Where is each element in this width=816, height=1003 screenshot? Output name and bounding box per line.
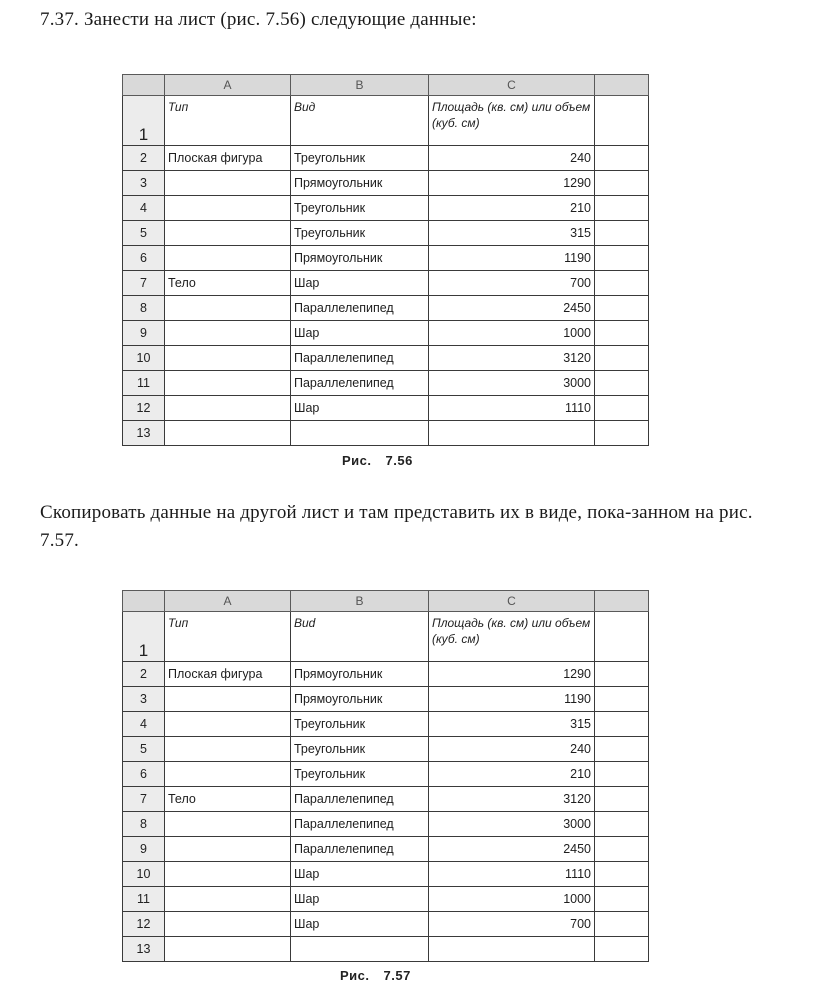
empty-cell (595, 862, 649, 887)
cell-type: Тело (165, 787, 291, 812)
caption-number: 7.57 (383, 968, 411, 983)
row-number: 4 (123, 196, 165, 221)
row-number: 2 (123, 662, 165, 687)
empty-cell (595, 837, 649, 862)
cell-type (165, 346, 291, 371)
cell-kind: Прямоугольник (291, 687, 429, 712)
column-header-a: A (165, 591, 291, 612)
instruction-text: Скопировать данные на другой лист и там представить их в виде, пока-занном на рис. 7.57. (40, 502, 753, 551)
table-row (123, 787, 649, 812)
corner-cell (123, 591, 165, 612)
cell-value: 3120 (429, 346, 595, 371)
table-row (123, 396, 649, 421)
cell-value: 315 (429, 712, 595, 737)
figure-caption-7-57 (340, 968, 411, 983)
cell-kind: Шар (291, 321, 429, 346)
empty-cell (595, 321, 649, 346)
row-number: 10 (123, 346, 165, 371)
empty-cell (595, 812, 649, 837)
table-row (123, 687, 649, 712)
header-row (123, 96, 649, 146)
cell-type (165, 912, 291, 937)
cell-kind: Параллелепипед (291, 812, 429, 837)
caption-prefix: Рис. (340, 968, 370, 983)
cell-value: 3000 (429, 371, 595, 396)
table-row (123, 887, 649, 912)
cell-type (165, 396, 291, 421)
cell-kind: Шар (291, 862, 429, 887)
spreadsheet-figure-7-56 (122, 74, 649, 446)
cell-type (165, 862, 291, 887)
cell-kind: Прямоугольник (291, 246, 429, 271)
cell-type (165, 371, 291, 396)
cell-kind (291, 937, 429, 962)
row-number: 10 (123, 862, 165, 887)
table-row (123, 912, 649, 937)
cell-kind: Параллелепипед (291, 837, 429, 862)
table-row (123, 371, 649, 396)
caption-number: 7.56 (385, 453, 413, 468)
row-number: 11 (123, 371, 165, 396)
column-header-d (595, 591, 649, 612)
cell-value: 240 (429, 737, 595, 762)
column-header-b: B (291, 591, 429, 612)
cell-kind: Треугольник (291, 712, 429, 737)
cell-type: Плоская фигура (165, 146, 291, 171)
row-number: 8 (123, 296, 165, 321)
column-header-row (123, 75, 649, 96)
row-number: 7 (123, 271, 165, 296)
empty-cell (595, 687, 649, 712)
empty-cell (595, 396, 649, 421)
cell-type (165, 687, 291, 712)
table-row (123, 271, 649, 296)
cell-type (165, 837, 291, 862)
cell-type (165, 171, 291, 196)
cell-type (165, 321, 291, 346)
empty-cell (595, 346, 649, 371)
cell-kind: Треугольник (291, 762, 429, 787)
cell-kind: Шар (291, 887, 429, 912)
table-row (123, 196, 649, 221)
cell-kind: Прямоугольник (291, 662, 429, 687)
empty-cell (595, 296, 649, 321)
empty-cell (595, 96, 649, 146)
row-number: 12 (123, 912, 165, 937)
cell-value: 1110 (429, 862, 595, 887)
header-type: Тип (165, 612, 291, 662)
cell-kind: Треугольник (291, 146, 429, 171)
cell-value: 315 (429, 221, 595, 246)
empty-cell (595, 612, 649, 662)
cell-type (165, 712, 291, 737)
cell-kind: Шар (291, 271, 429, 296)
row-number: 3 (123, 687, 165, 712)
cell-value: 1110 (429, 396, 595, 421)
cell-value: 700 (429, 271, 595, 296)
row-number: 8 (123, 812, 165, 837)
empty-cell (595, 196, 649, 221)
table-row (123, 812, 649, 837)
cell-value: 1290 (429, 662, 595, 687)
table-row (123, 171, 649, 196)
header-area-volume: Площадь (кв. см) или объем (куб. см) (429, 612, 595, 662)
cell-kind: Параллелепипед (291, 787, 429, 812)
table-row (123, 346, 649, 371)
cell-type (165, 737, 291, 762)
empty-cell (595, 271, 649, 296)
header-kind: Bud (291, 612, 429, 662)
column-header-row (123, 591, 649, 612)
cell-type (165, 887, 291, 912)
empty-cell (595, 787, 649, 812)
cell-value (429, 421, 595, 446)
column-header-b: B (291, 75, 429, 96)
empty-cell (595, 221, 649, 246)
row-number: 6 (123, 246, 165, 271)
empty-cell (595, 662, 649, 687)
row-number: 4 (123, 712, 165, 737)
empty-cell (595, 762, 649, 787)
row-number: 1 (123, 612, 165, 662)
cell-value: 2450 (429, 837, 595, 862)
table-row (123, 246, 649, 271)
cell-type (165, 421, 291, 446)
cell-value: 3120 (429, 787, 595, 812)
empty-cell (595, 912, 649, 937)
exercise-statement: 7.37. Занести на лист (рис. 7.56) следующие данные: (40, 9, 477, 30)
cell-type (165, 937, 291, 962)
cell-type (165, 196, 291, 221)
caption-prefix: Рис. (342, 453, 372, 468)
corner-cell (123, 75, 165, 96)
table-row (123, 662, 649, 687)
cell-value: 240 (429, 146, 595, 171)
table-row (123, 762, 649, 787)
cell-value: 1290 (429, 171, 595, 196)
header-area-volume: Площадь (кв. см) или объем (куб. см) (429, 96, 595, 146)
row-number: 1 (123, 96, 165, 146)
row-number: 3 (123, 171, 165, 196)
cell-value: 1190 (429, 687, 595, 712)
table-row (123, 296, 649, 321)
cell-kind: Треугольник (291, 221, 429, 246)
table-row (123, 146, 649, 171)
row-number: 7 (123, 787, 165, 812)
cell-kind (291, 421, 429, 446)
cell-kind: Параллелепипед (291, 371, 429, 396)
column-header-c: C (429, 591, 595, 612)
column-header-c: C (429, 75, 595, 96)
cell-kind: Треугольник (291, 196, 429, 221)
cell-value: 210 (429, 762, 595, 787)
column-header-a: A (165, 75, 291, 96)
cell-type (165, 812, 291, 837)
table-row (123, 862, 649, 887)
row-number: 13 (123, 937, 165, 962)
row-number: 6 (123, 762, 165, 787)
row-number: 9 (123, 321, 165, 346)
table-row (123, 421, 649, 446)
column-header-d (595, 75, 649, 96)
row-number: 11 (123, 887, 165, 912)
cell-value: 700 (429, 912, 595, 937)
cell-type: Тело (165, 271, 291, 296)
empty-cell (595, 246, 649, 271)
table-row (123, 321, 649, 346)
empty-cell (595, 421, 649, 446)
spreadsheet-figure-7-57 (122, 590, 649, 962)
cell-type (165, 246, 291, 271)
row-number: 5 (123, 221, 165, 246)
row-number: 5 (123, 737, 165, 762)
empty-cell (595, 146, 649, 171)
empty-cell (595, 712, 649, 737)
figure-caption-7-56 (342, 453, 413, 468)
table-row (123, 737, 649, 762)
cell-value: 3000 (429, 812, 595, 837)
row-number: 2 (123, 146, 165, 171)
cell-value: 2450 (429, 296, 595, 321)
row-number: 9 (123, 837, 165, 862)
header-type: Тип (165, 96, 291, 146)
row-number: 13 (123, 421, 165, 446)
header-kind: Вид (291, 96, 429, 146)
cell-kind: Параллелепипед (291, 346, 429, 371)
header-row (123, 612, 649, 662)
cell-kind: Прямоугольник (291, 171, 429, 196)
empty-cell (595, 737, 649, 762)
table-row (123, 221, 649, 246)
empty-cell (595, 887, 649, 912)
cell-type (165, 762, 291, 787)
cell-value: 1190 (429, 246, 595, 271)
empty-cell (595, 171, 649, 196)
cell-type (165, 296, 291, 321)
cell-value (429, 937, 595, 962)
table-row (123, 837, 649, 862)
cell-value: 1000 (429, 321, 595, 346)
row-number: 12 (123, 396, 165, 421)
cell-kind: Параллелепипед (291, 296, 429, 321)
cell-kind: Шар (291, 912, 429, 937)
empty-cell (595, 371, 649, 396)
cell-kind: Треугольник (291, 737, 429, 762)
cell-kind: Шар (291, 396, 429, 421)
cell-type: Плоская фигура (165, 662, 291, 687)
empty-cell (595, 937, 649, 962)
table-row (123, 712, 649, 737)
cell-value: 1000 (429, 887, 595, 912)
cell-value: 210 (429, 196, 595, 221)
table-row (123, 937, 649, 962)
cell-type (165, 221, 291, 246)
